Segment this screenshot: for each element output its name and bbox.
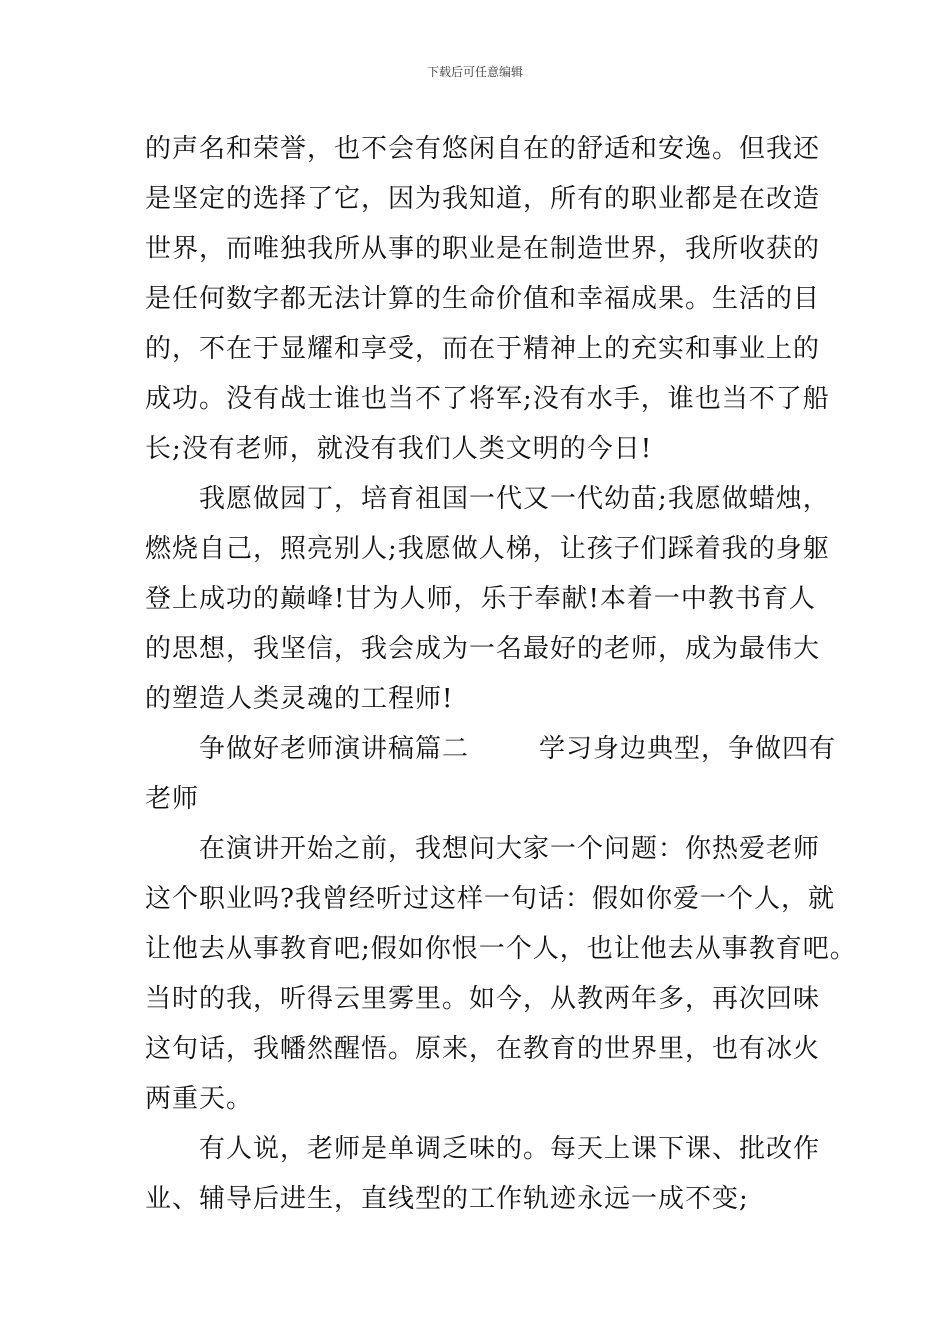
text-line: 世界，而唯独我所从事的职业是在制造世界，我所收获的	[145, 234, 821, 264]
text-line: 的思想，我坚信，我会成为一名最好的老师，成为最伟大	[145, 634, 821, 664]
text-line: 当时的我，听得云里雾里。如今，从教两年多，再次回味	[145, 984, 821, 1014]
document-body	[145, 124, 857, 1224]
text-line: 长;没有老师，就没有我们人类文明的今日!	[145, 434, 653, 464]
text-line: 业、辅导后进生，直线型的工作轨迹永远一成不变;	[145, 1184, 749, 1214]
text-line: 的声名和荣誉，也不会有悠闲自在的舒适和安逸。但我还	[145, 134, 821, 164]
text-line: 登上成功的巅峰!甘为人师，乐于奉献!本着一中教书育人	[145, 584, 816, 614]
section-heading	[145, 724, 837, 774]
text-line: 在演讲开始之前，我想问大家一个问题：你热爱老师	[199, 834, 821, 864]
text-line: 老师	[145, 784, 200, 814]
text-line: 这个职业吗?我曾经听过这样一句话：假如你爱一个人，就	[145, 884, 835, 914]
text-line: 成功。没有战士谁也当不了将军;没有水手，谁也当不了船	[145, 384, 830, 414]
text-line: 我愿做园丁，培育祖国一代又一代幼苗;我愿做蜡烛，	[199, 484, 830, 514]
text-line: 让他去从事教育吧;假如你恨一个人，也让他去从事教育吧。	[145, 934, 857, 964]
page-header: 下载后可任意编辑	[426, 65, 523, 79]
text-line: 是任何数字都无法计算的生命价值和幸福成果。生活的目	[145, 284, 821, 314]
text-line: 有人说，老师是单调乏味的。每天上课下课、批改作	[199, 1134, 821, 1164]
section-subtitle: 学习身边典型，争做四有	[539, 734, 837, 764]
text-line: 的塑造人类灵魂的工程师!	[145, 684, 454, 714]
text-line: 的，不在于显耀和享受，而在于精神上的充实和事业上的	[145, 334, 821, 364]
text-line: 燃烧自己，照亮别人;我愿做人梯，让孩子们踩着我的身躯	[145, 534, 830, 564]
section-title: 争做好老师演讲稿篇二	[199, 734, 470, 764]
text-line: 两重天。	[145, 1084, 254, 1114]
text-line: 是坚定的选择了它，因为我知道，所有的职业都是在改造	[145, 184, 821, 214]
text-line: 这句话，我幡然醒悟。原来，在教育的世界里，也有冰火	[145, 1034, 821, 1064]
